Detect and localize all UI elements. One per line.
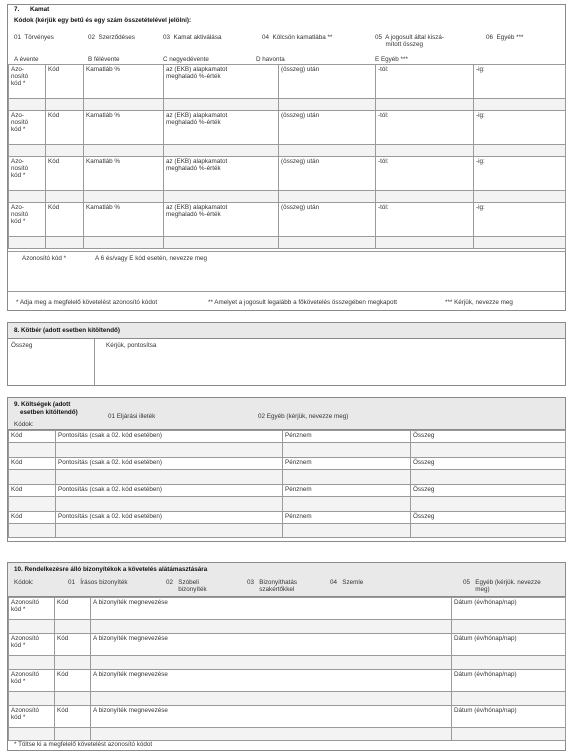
evidence-row bbox=[9, 598, 566, 620]
code-03: 03 Bizonyíthatás szakértőkkel bbox=[247, 579, 298, 594]
kod-label: Kód bbox=[55, 634, 91, 656]
tol-field[interactable] bbox=[376, 99, 474, 111]
id-code-field[interactable] bbox=[9, 99, 46, 111]
id-code-label: Azonosító kód * bbox=[9, 706, 55, 728]
cost-row bbox=[9, 458, 566, 470]
id-code-label: Azo- nosító kód * bbox=[9, 111, 46, 145]
id-code-field[interactable] bbox=[9, 620, 55, 634]
id-code-label: Azo- nosító kód * bbox=[9, 65, 46, 99]
footnote: * Töltse ki a megfelelő követelést azonosító kódot bbox=[14, 741, 153, 748]
kamatlab-label: Kamatláb % bbox=[84, 111, 164, 145]
ig-label: -ig: bbox=[474, 203, 566, 237]
kod-field[interactable] bbox=[9, 443, 56, 458]
kamatlab-field[interactable] bbox=[84, 191, 164, 203]
pontositas-label: Pontosítás (csak a 02. kód esetében) bbox=[56, 485, 283, 497]
osszeg-field[interactable] bbox=[411, 443, 566, 458]
cost-row bbox=[9, 431, 566, 443]
pontositas-field[interactable] bbox=[56, 443, 283, 458]
osszeg-label: Összeg bbox=[11, 342, 33, 349]
ekb-field[interactable] bbox=[164, 237, 279, 249]
kod-label: Kód bbox=[55, 598, 91, 620]
codes-label: Kódok: bbox=[14, 421, 34, 428]
pontositas-field[interactable] bbox=[56, 524, 283, 538]
ekb-field[interactable] bbox=[164, 191, 279, 203]
code-05: 05 Egyéb (kérjük. nevezze meg) bbox=[463, 579, 541, 594]
code-01: 01 Írásos bizonyíték bbox=[68, 579, 128, 586]
id-code-field[interactable] bbox=[9, 692, 55, 706]
ig-field[interactable] bbox=[474, 191, 566, 203]
interest-input-row bbox=[9, 191, 566, 203]
penznem-field[interactable] bbox=[283, 443, 411, 458]
code-04: 04 Kölcsön kamatlába ** bbox=[262, 34, 333, 41]
footnote-1: * Adja meg a megfelelő követelést azonosító kódot bbox=[16, 299, 158, 306]
codes-label: Kódok: bbox=[14, 579, 34, 586]
id-code-field[interactable] bbox=[9, 145, 46, 157]
ig-label: -ig: bbox=[474, 157, 566, 191]
period-e: E Egyéb *** bbox=[375, 56, 408, 63]
id-code-label: Azonosító kód * bbox=[9, 598, 55, 620]
megnevezes-label: A bizonyíték megnevezése bbox=[91, 706, 452, 728]
osszeg-field[interactable] bbox=[279, 145, 376, 157]
pontositas-label: Pontosítás (csak a 02. kód esetében) bbox=[56, 431, 283, 443]
pontositas-field[interactable] bbox=[56, 497, 283, 512]
ekb-label: az (EKB) alapkamatot meghaladó %-érték bbox=[164, 203, 279, 237]
kod-field[interactable] bbox=[9, 524, 56, 538]
section-header bbox=[8, 398, 565, 430]
ekb-field[interactable] bbox=[164, 99, 279, 111]
cost-input-row bbox=[9, 497, 566, 512]
cost-input-row bbox=[9, 524, 566, 538]
kamatlab-field[interactable] bbox=[84, 99, 164, 111]
interest-row bbox=[9, 203, 566, 237]
id-code-label: Azonosító kód * bbox=[9, 670, 55, 692]
osszeg-label: Összeg bbox=[411, 512, 566, 524]
osszeg-label: (összeg) után bbox=[279, 111, 376, 145]
kod-label: Kód bbox=[55, 706, 91, 728]
penznem-label: Pénznem bbox=[283, 512, 411, 524]
kod-label: Kód bbox=[9, 485, 56, 497]
osszeg-label: Összeg bbox=[411, 485, 566, 497]
tol-label: -tól: bbox=[376, 111, 474, 145]
osszeg-cell[interactable] bbox=[8, 339, 95, 385]
code-02: 02 Egyéb (kérjük, nevezze meg) bbox=[258, 413, 349, 420]
datum-field[interactable] bbox=[452, 692, 566, 706]
osszeg-label: Összeg bbox=[411, 458, 566, 470]
kod-label: Kód bbox=[46, 111, 84, 145]
kod-field[interactable] bbox=[9, 497, 56, 512]
other-code-note: A 6 és/vagy E kód esetén, nevezze meg bbox=[95, 255, 208, 262]
megnevezes-field[interactable] bbox=[91, 692, 452, 706]
kod-label: Kód bbox=[46, 65, 84, 99]
section-header bbox=[8, 323, 565, 339]
section-title-line2: esetben kitöltendő) bbox=[20, 409, 78, 416]
evidence-input-row bbox=[9, 656, 566, 670]
megnevezes-label: A bizonyíték megnevezése bbox=[91, 670, 452, 692]
osszeg-field[interactable] bbox=[411, 524, 566, 538]
kod-label: Kód bbox=[9, 458, 56, 470]
pontositas-label: Pontosítás (csak a 02. kód esetében) bbox=[56, 512, 283, 524]
kod-field[interactable] bbox=[46, 99, 84, 111]
evidence-row bbox=[9, 706, 566, 728]
tol-field[interactable] bbox=[376, 145, 474, 157]
pontositsa-cell[interactable] bbox=[95, 339, 565, 385]
kod-label: Kód bbox=[55, 670, 91, 692]
other-code-box[interactable] bbox=[8, 251, 565, 292]
kod-field[interactable] bbox=[55, 728, 91, 741]
interest-input-row bbox=[9, 99, 566, 111]
costs-table bbox=[8, 430, 566, 538]
ekb-label: az (EKB) alapkamatot meghaladó %-érték bbox=[164, 111, 279, 145]
code-04: 04 Szemle bbox=[330, 579, 364, 586]
id-code-field[interactable] bbox=[9, 191, 46, 203]
period-b: B félévente bbox=[88, 56, 120, 63]
code-03: 03 Kamat aktiválása bbox=[163, 34, 222, 41]
ig-field[interactable] bbox=[474, 237, 566, 249]
osszeg-label: (összeg) után bbox=[279, 203, 376, 237]
section-title: 8. Kötbér (adott esetben kitöltendő) bbox=[14, 327, 121, 334]
interest-input-row bbox=[9, 145, 566, 157]
osszeg-field[interactable] bbox=[279, 99, 376, 111]
penznem-label: Pénznem bbox=[283, 485, 411, 497]
kamatlab-field[interactable] bbox=[84, 145, 164, 157]
id-code-field[interactable] bbox=[9, 237, 46, 249]
osszeg-label: (összeg) után bbox=[279, 65, 376, 99]
penznem-field[interactable] bbox=[283, 497, 411, 512]
penznem-field[interactable] bbox=[283, 524, 411, 538]
code-01: 01 Törvényes bbox=[14, 34, 54, 41]
code-06: 06 Egyéb *** bbox=[486, 34, 524, 41]
osszeg-field[interactable] bbox=[411, 497, 566, 512]
kod-field[interactable] bbox=[55, 620, 91, 634]
pontositas-field[interactable] bbox=[56, 470, 283, 485]
tol-label: -tól: bbox=[376, 65, 474, 99]
megnevezes-label: A bizonyíték megnevezése bbox=[91, 634, 452, 656]
code-01: 01 Eljárási illeték bbox=[108, 413, 156, 420]
cost-input-row bbox=[9, 470, 566, 485]
cost-row bbox=[9, 512, 566, 524]
section-koltsegek bbox=[7, 397, 566, 542]
cost-row bbox=[9, 485, 566, 497]
ekb-label: az (EKB) alapkamatot meghaladó %-érték bbox=[164, 157, 279, 191]
period-d: D havonta bbox=[256, 56, 285, 63]
interest-table bbox=[8, 64, 566, 249]
kod-label: Kód bbox=[46, 203, 84, 237]
datum-field[interactable] bbox=[452, 728, 566, 741]
kod-field[interactable] bbox=[55, 656, 91, 670]
ekb-label: az (EKB) alapkamatot meghaladó %-érték bbox=[164, 65, 279, 99]
megnevezes-field[interactable] bbox=[91, 620, 452, 634]
id-code-field[interactable] bbox=[9, 728, 55, 741]
id-code-label: Azo- nosító kód * bbox=[9, 157, 46, 191]
kod-label: Kód bbox=[9, 512, 56, 524]
datum-label: Dátum (év/hónap/nap) bbox=[452, 598, 566, 620]
interest-row bbox=[9, 157, 566, 191]
datum-label: Dátum (év/hónap/nap) bbox=[452, 670, 566, 692]
id-code-label: Azo- nosító kód * bbox=[9, 203, 46, 237]
kod-field[interactable] bbox=[46, 191, 84, 203]
kamatlab-label: Kamatláb % bbox=[84, 157, 164, 191]
footnote-2: ** Amelyet a jogosult legalább a főkövetelés összegében megkapott bbox=[208, 299, 398, 306]
megnevezes-label: A bizonyíték megnevezése bbox=[91, 598, 452, 620]
interest-input-row bbox=[9, 237, 566, 249]
section-kamat bbox=[7, 4, 566, 311]
id-code-label: Azonosító kód * bbox=[9, 634, 55, 656]
tol-field[interactable] bbox=[376, 237, 474, 249]
id-code-field[interactable] bbox=[9, 656, 55, 670]
evidence-table bbox=[8, 597, 566, 741]
megnevezes-field[interactable] bbox=[91, 728, 452, 741]
cost-input-row bbox=[9, 443, 566, 458]
section-kotber bbox=[7, 322, 566, 386]
kod-label: Kód bbox=[46, 157, 84, 191]
id-code-label: Azonosító kód * bbox=[22, 255, 67, 262]
section-header bbox=[8, 563, 565, 597]
megnevezes-field[interactable] bbox=[91, 656, 452, 670]
ig-field[interactable] bbox=[474, 145, 566, 157]
tol-field[interactable] bbox=[376, 191, 474, 203]
kamatlab-field[interactable] bbox=[84, 237, 164, 249]
code-02: 02 Szóbeli bizonyíték bbox=[166, 579, 207, 594]
pontositsa-label: Kérjük, pontosítsa bbox=[106, 342, 157, 349]
osszeg-field[interactable] bbox=[279, 191, 376, 203]
interest-row bbox=[9, 65, 566, 99]
evidence-input-row bbox=[9, 692, 566, 706]
osszeg-label: (összeg) után bbox=[279, 157, 376, 191]
osszeg-field[interactable] bbox=[411, 470, 566, 485]
kamatlab-label: Kamatláb % bbox=[84, 65, 164, 99]
datum-label: Dátum (év/hónap/nap) bbox=[452, 634, 566, 656]
ekb-field[interactable] bbox=[164, 145, 279, 157]
osszeg-field[interactable] bbox=[279, 237, 376, 249]
tol-label: -tól: bbox=[376, 203, 474, 237]
footnote-3: *** Kérjük, nevezze meg bbox=[445, 299, 513, 306]
penznem-field[interactable] bbox=[283, 470, 411, 485]
section-number: 7. bbox=[14, 6, 20, 13]
datum-field[interactable] bbox=[452, 656, 566, 670]
datum-label: Dátum (év/hónap/nap) bbox=[452, 706, 566, 728]
kod-field[interactable] bbox=[46, 237, 84, 249]
kod-field[interactable] bbox=[55, 692, 91, 706]
kod-field[interactable] bbox=[46, 145, 84, 157]
section-bizonyitekok bbox=[7, 562, 566, 751]
penznem-label: Pénznem bbox=[283, 458, 411, 470]
interest-row bbox=[9, 111, 566, 145]
tol-label: -tól: bbox=[376, 157, 474, 191]
period-c: C negyedévente bbox=[163, 56, 209, 63]
kod-field[interactable] bbox=[9, 470, 56, 485]
period-a: A évente bbox=[14, 56, 39, 63]
evidence-row bbox=[9, 670, 566, 692]
osszeg-label: Összeg bbox=[411, 431, 566, 443]
ig-field[interactable] bbox=[474, 99, 566, 111]
pontositas-label: Pontosítás (csak a 02. kód esetében) bbox=[56, 458, 283, 470]
code-05: 05 A jogosult által kiszá- mított összeg bbox=[375, 34, 444, 49]
evidence-input-row bbox=[9, 728, 566, 741]
datum-field[interactable] bbox=[452, 620, 566, 634]
section-title-line1: 9. Költségek (adott bbox=[14, 401, 71, 408]
ig-label: -ig: bbox=[474, 65, 566, 99]
section-title: Kamat bbox=[30, 6, 50, 13]
kamatlab-label: Kamatláb % bbox=[84, 203, 164, 237]
code-02: 02 Szerződéses bbox=[88, 34, 135, 41]
evidence-input-row bbox=[9, 620, 566, 634]
section-title: 10. Rendelkezésre álló bizonyítékok a követelés alátámasztására bbox=[14, 566, 208, 573]
penznem-label: Pénznem bbox=[283, 431, 411, 443]
kod-label: Kód bbox=[9, 431, 56, 443]
evidence-row bbox=[9, 634, 566, 656]
ig-label: -ig: bbox=[474, 111, 566, 145]
section-subtitle: Kódok (kérjük egy betű és egy szám összetételével jelölni): bbox=[14, 17, 192, 24]
